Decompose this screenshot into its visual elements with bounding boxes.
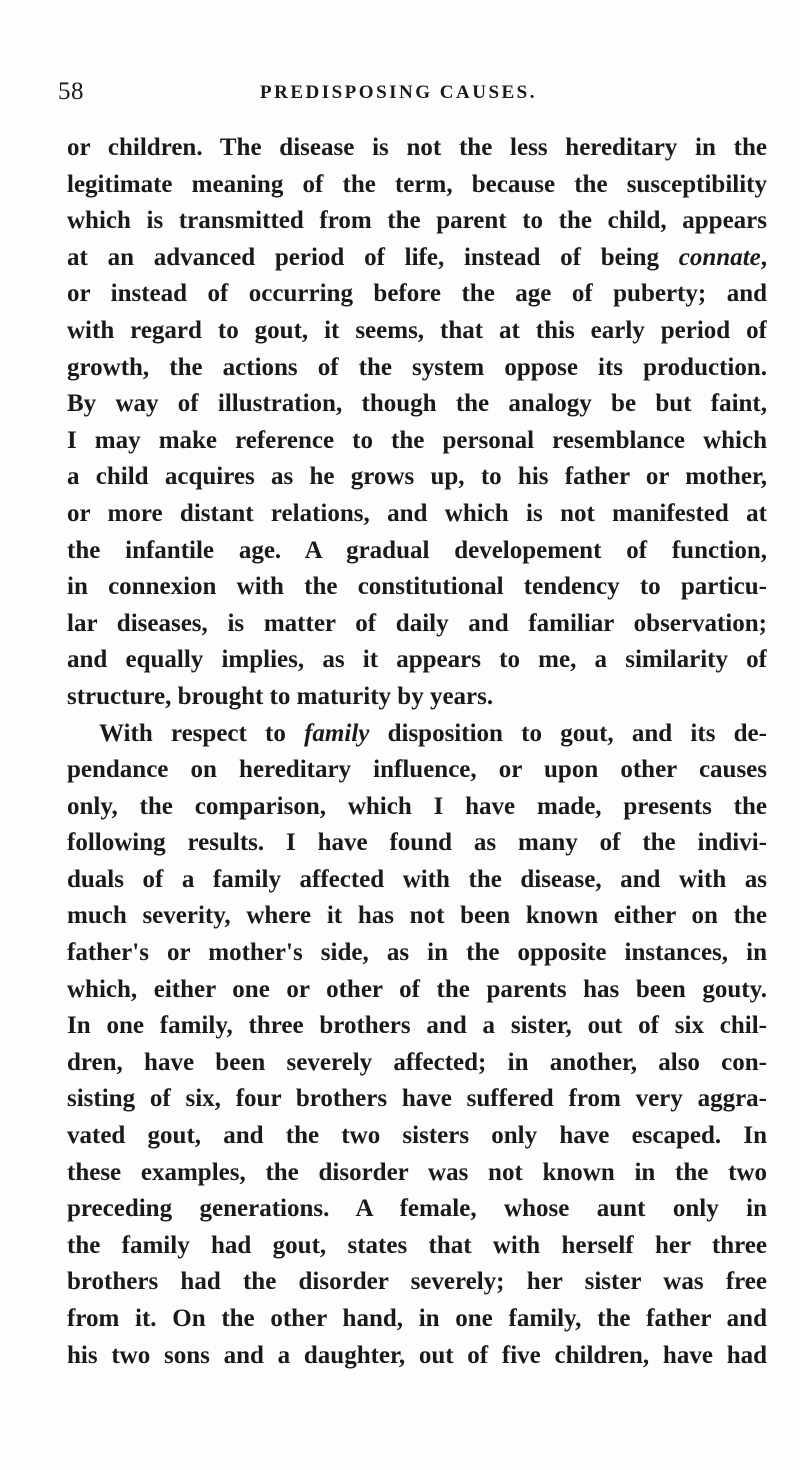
text-line: In one family, three brothers and a sister, out of six chil- — [67, 1012, 767, 1040]
text-line: his two sons and a daughter, out of five children, have had — [67, 1341, 767, 1369]
text-line: pendance on hereditary influence, or upon other causes — [67, 756, 767, 784]
page-number: 58 — [58, 78, 84, 105]
italic-emphasis: connate — [678, 243, 761, 271]
text-line: or instead of occurring before the age of puberty; and — [67, 280, 767, 308]
paragraph-end-line: structure, brought to maturity by years. — [67, 682, 494, 710]
text-line: a child acquires as he grows up, to his father or mother, — [67, 463, 767, 491]
text-line: legitimate meaning of the term, because the susceptibility — [67, 170, 767, 198]
text-line: or children. The disease is not the less hereditary in the — [67, 134, 767, 161]
body-text — [67, 130, 767, 1374]
text-line: lar diseases, is matter of daily and familiar observation; — [67, 609, 767, 637]
text-line-with-italic: at an advanced period of life, instead of being connate, — [67, 243, 767, 271]
text-line: I may make reference to the personal resemblance which — [67, 426, 767, 454]
text-line: the infantile age. A gradual developement of function, — [67, 536, 767, 564]
text-line: or more distant relations, and which is not manifested at — [67, 499, 767, 527]
running-head — [58, 78, 758, 108]
text-line: these examples, the disorder was not known in the two — [67, 1158, 767, 1186]
text-line: which is transmitted from the parent to the child, appears — [67, 207, 767, 235]
text-line: father's or mother's side, as in the opposite instances, in — [67, 939, 767, 967]
text-line: in connexion with the constitutional tendency to particu- — [67, 573, 767, 601]
text-line: sisting of six, four brothers have suffered from very aggra- — [67, 1085, 767, 1113]
text-line: brothers had the disorder severely; her sister was free — [67, 1268, 767, 1296]
text-line: By way of illustration, though the analogy be but faint, — [67, 390, 767, 418]
text-line: from it. On the other hand, in one family, the father and — [67, 1305, 767, 1332]
text-line: and equally implies, as it appears to me, a similarity of — [67, 646, 767, 674]
text-line: following results. I have found as many of the indivi- — [67, 829, 767, 857]
text-line: much severity, where it has not been known either on the — [67, 902, 767, 930]
text-line: which, either one or other of the parents has been gouty. — [67, 975, 767, 1003]
text-line: with regard to gout, it seems, that at this early period of — [67, 316, 767, 344]
text-line-with-italic: With respect to family disposition to gout, and its de- — [99, 719, 767, 747]
italic-emphasis: family — [304, 719, 370, 747]
text-line: dren, have been severely affected; in another, also con- — [67, 1048, 767, 1076]
running-title: PREDISPOSING CAUSES. — [260, 82, 537, 103]
text-line: growth, the actions of the system oppose its production. — [67, 353, 767, 381]
text-line: duals of a family affected with the disease, and with as — [67, 865, 767, 893]
text-line: the family had gout, states that with herself her three — [67, 1231, 767, 1259]
text-line: only, the comparison, which I have made, presents the — [67, 792, 767, 820]
text-line: preceding generations. A female, whose aunt only in — [67, 1195, 767, 1223]
text-line: vated gout, and the two sisters only have escaped. In — [67, 1122, 767, 1150]
